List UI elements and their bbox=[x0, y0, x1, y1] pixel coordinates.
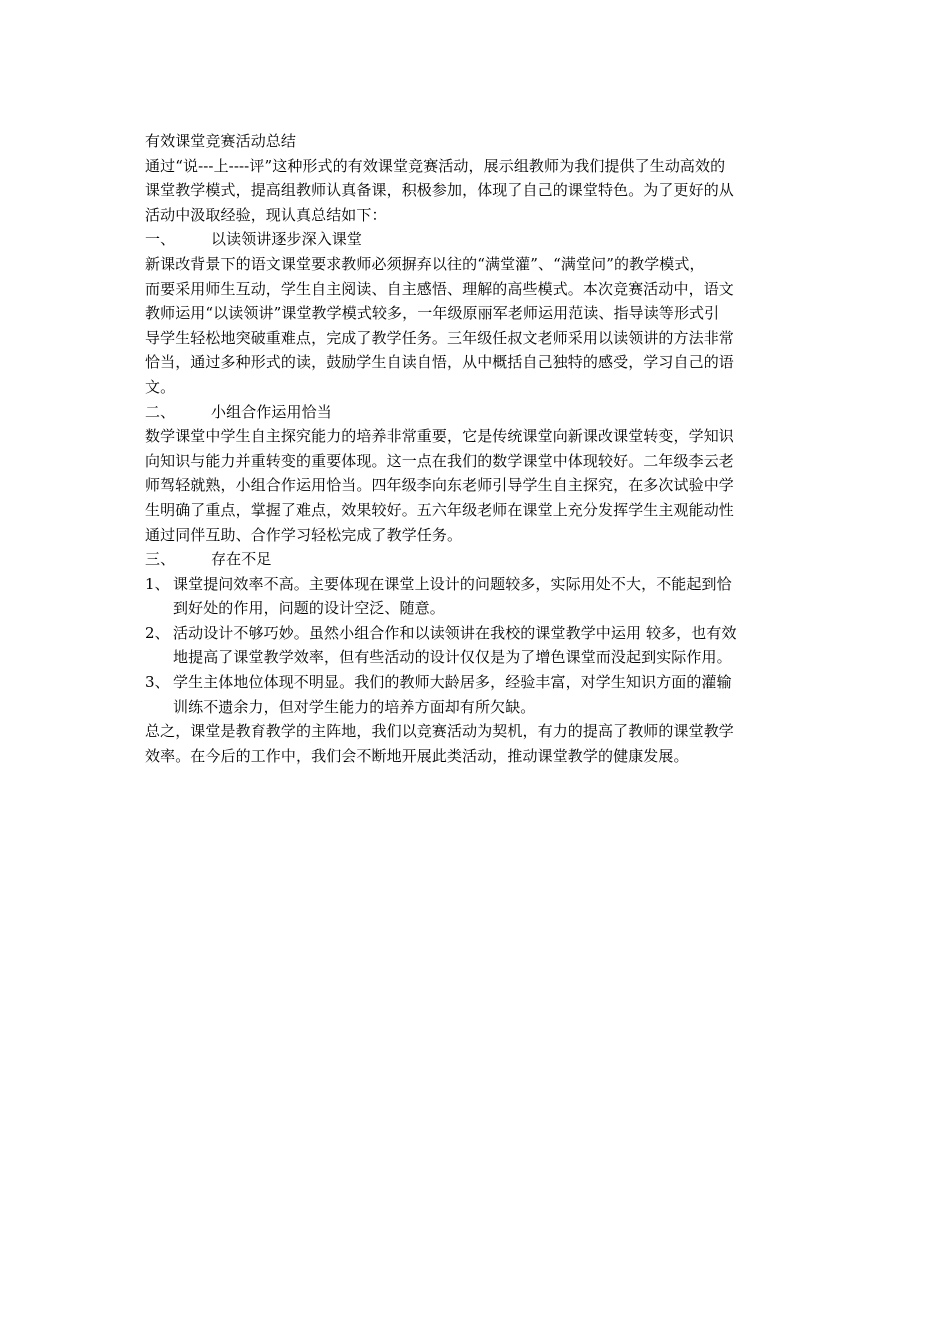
section-number: 二、 bbox=[145, 402, 176, 421]
list-item-text: 课堂提问效率不高。主要体现在课堂上设计的问题较多，实际用处不大，不能起到恰 bbox=[173, 574, 732, 593]
list-item-text: 学生主体地位体现不明显。我们的教师大龄居多，经验丰富，对学生知识方面的灌输 bbox=[173, 673, 732, 692]
section-heading-text: 小组合作运用恰当 bbox=[211, 402, 332, 421]
paragraph-line: 恰当，通过多种形式的读，鼓励学生自读自悟，从中概括自己独特的感受，学习自己的语 bbox=[145, 353, 734, 372]
list-item bbox=[145, 670, 811, 719]
list-item-continuation: 训练不遗余力，但对学生能力的培养方面却有所欠缺。 bbox=[173, 697, 536, 716]
section-number: 三、 bbox=[145, 550, 176, 569]
section-heading-2 bbox=[145, 400, 811, 425]
conclusion-paragraph bbox=[145, 719, 811, 768]
paragraph-line: 文。 bbox=[145, 377, 176, 396]
list-item bbox=[145, 621, 811, 670]
paragraph-line: 师驾轻就熟，小组合作运用恰当。四年级李向东老师引导学生自主探究，在多次试验中学 bbox=[145, 476, 734, 495]
list-item-continuation: 地提高了课堂教学效率，但有些活动的设计仅仅是为了增色课堂而没起到实际作用。 bbox=[173, 648, 732, 667]
paragraph-line: 而要采用师生互动，学生自主阅读、自主感悟、理解的高些模式。本次竞赛活动中，语文 bbox=[145, 279, 734, 298]
intro-line: 课堂教学模式，提高组教师认真备课，积极参加，体现了自己的课堂特色。为了更好的从 bbox=[145, 181, 734, 200]
intro-line: 活动中汲取经验，现认真总结如下： bbox=[145, 205, 387, 224]
document-page bbox=[145, 129, 811, 768]
list-number: 1、 bbox=[145, 574, 170, 593]
paragraph-line: 教师运用“以读领讲”课堂教学模式较多，一年级原丽军老师运用范读、指导读等形式引 bbox=[145, 304, 720, 323]
list-item-continuation: 到好处的作用，问题的设计空泛、随意。 bbox=[173, 599, 445, 618]
section-heading-text: 存在不足 bbox=[211, 550, 272, 569]
paragraph-line: 通过同伴互助、合作学习轻松完成了教学任务。 bbox=[145, 525, 463, 544]
section-heading-text: 以读领讲逐步深入课堂 bbox=[211, 230, 363, 249]
paragraph-line: 效率。在今后的工作中，我们会不断地开展此类活动，推动课堂教学的健康发展。 bbox=[145, 746, 689, 765]
intro-paragraph bbox=[145, 154, 811, 228]
list-number: 3、 bbox=[145, 673, 170, 692]
section-heading-1 bbox=[145, 227, 811, 252]
document-title: 有效课堂竞赛活动总结 bbox=[145, 132, 297, 150]
list-item bbox=[145, 572, 811, 621]
paragraph-line: 总之，课堂是教育教学的主阵地，我们以竞赛活动为契机，有力的提高了教师的课堂教学 bbox=[145, 722, 734, 741]
paragraph-line: 新课改背景下的语文课堂要求教师必须摒弃以往的“满堂灌”、“满堂问”的教学模式， bbox=[145, 254, 705, 273]
section-1-paragraph bbox=[145, 252, 811, 400]
section-number: 一、 bbox=[145, 230, 176, 249]
list-number: 2、 bbox=[145, 623, 170, 642]
paragraph-line: 向知识与能力并重转变的重要体现。这一点在我们的数学课堂中体现较好。二年级李云老 bbox=[145, 451, 734, 470]
paragraph-line: 数学课堂中学生自主探究能力的培养非常重要，它是传统课堂向新课改课堂转变，学知识 bbox=[145, 427, 734, 446]
section-heading-3 bbox=[145, 547, 811, 572]
paragraph-line: 导学生轻松地突破重难点，完成了教学任务。三年级任叔文老师采用以读领讲的方法非常 bbox=[145, 328, 734, 347]
list-item-text: 活动设计不够巧妙。虽然小组合作和以读领讲在我校的课堂教学中运用 较多，也有效 bbox=[173, 623, 737, 642]
section-2-paragraph bbox=[145, 424, 811, 547]
intro-line: 通过“说---上----评”这种形式的有效课堂竞赛活动，展示组教师为我们提供了生动高效的 bbox=[145, 156, 726, 175]
paragraph-line: 生明确了重点，掌握了难点，效果较好。五六年级老师在课堂上充分发挥学生主观能动性 bbox=[145, 500, 734, 519]
